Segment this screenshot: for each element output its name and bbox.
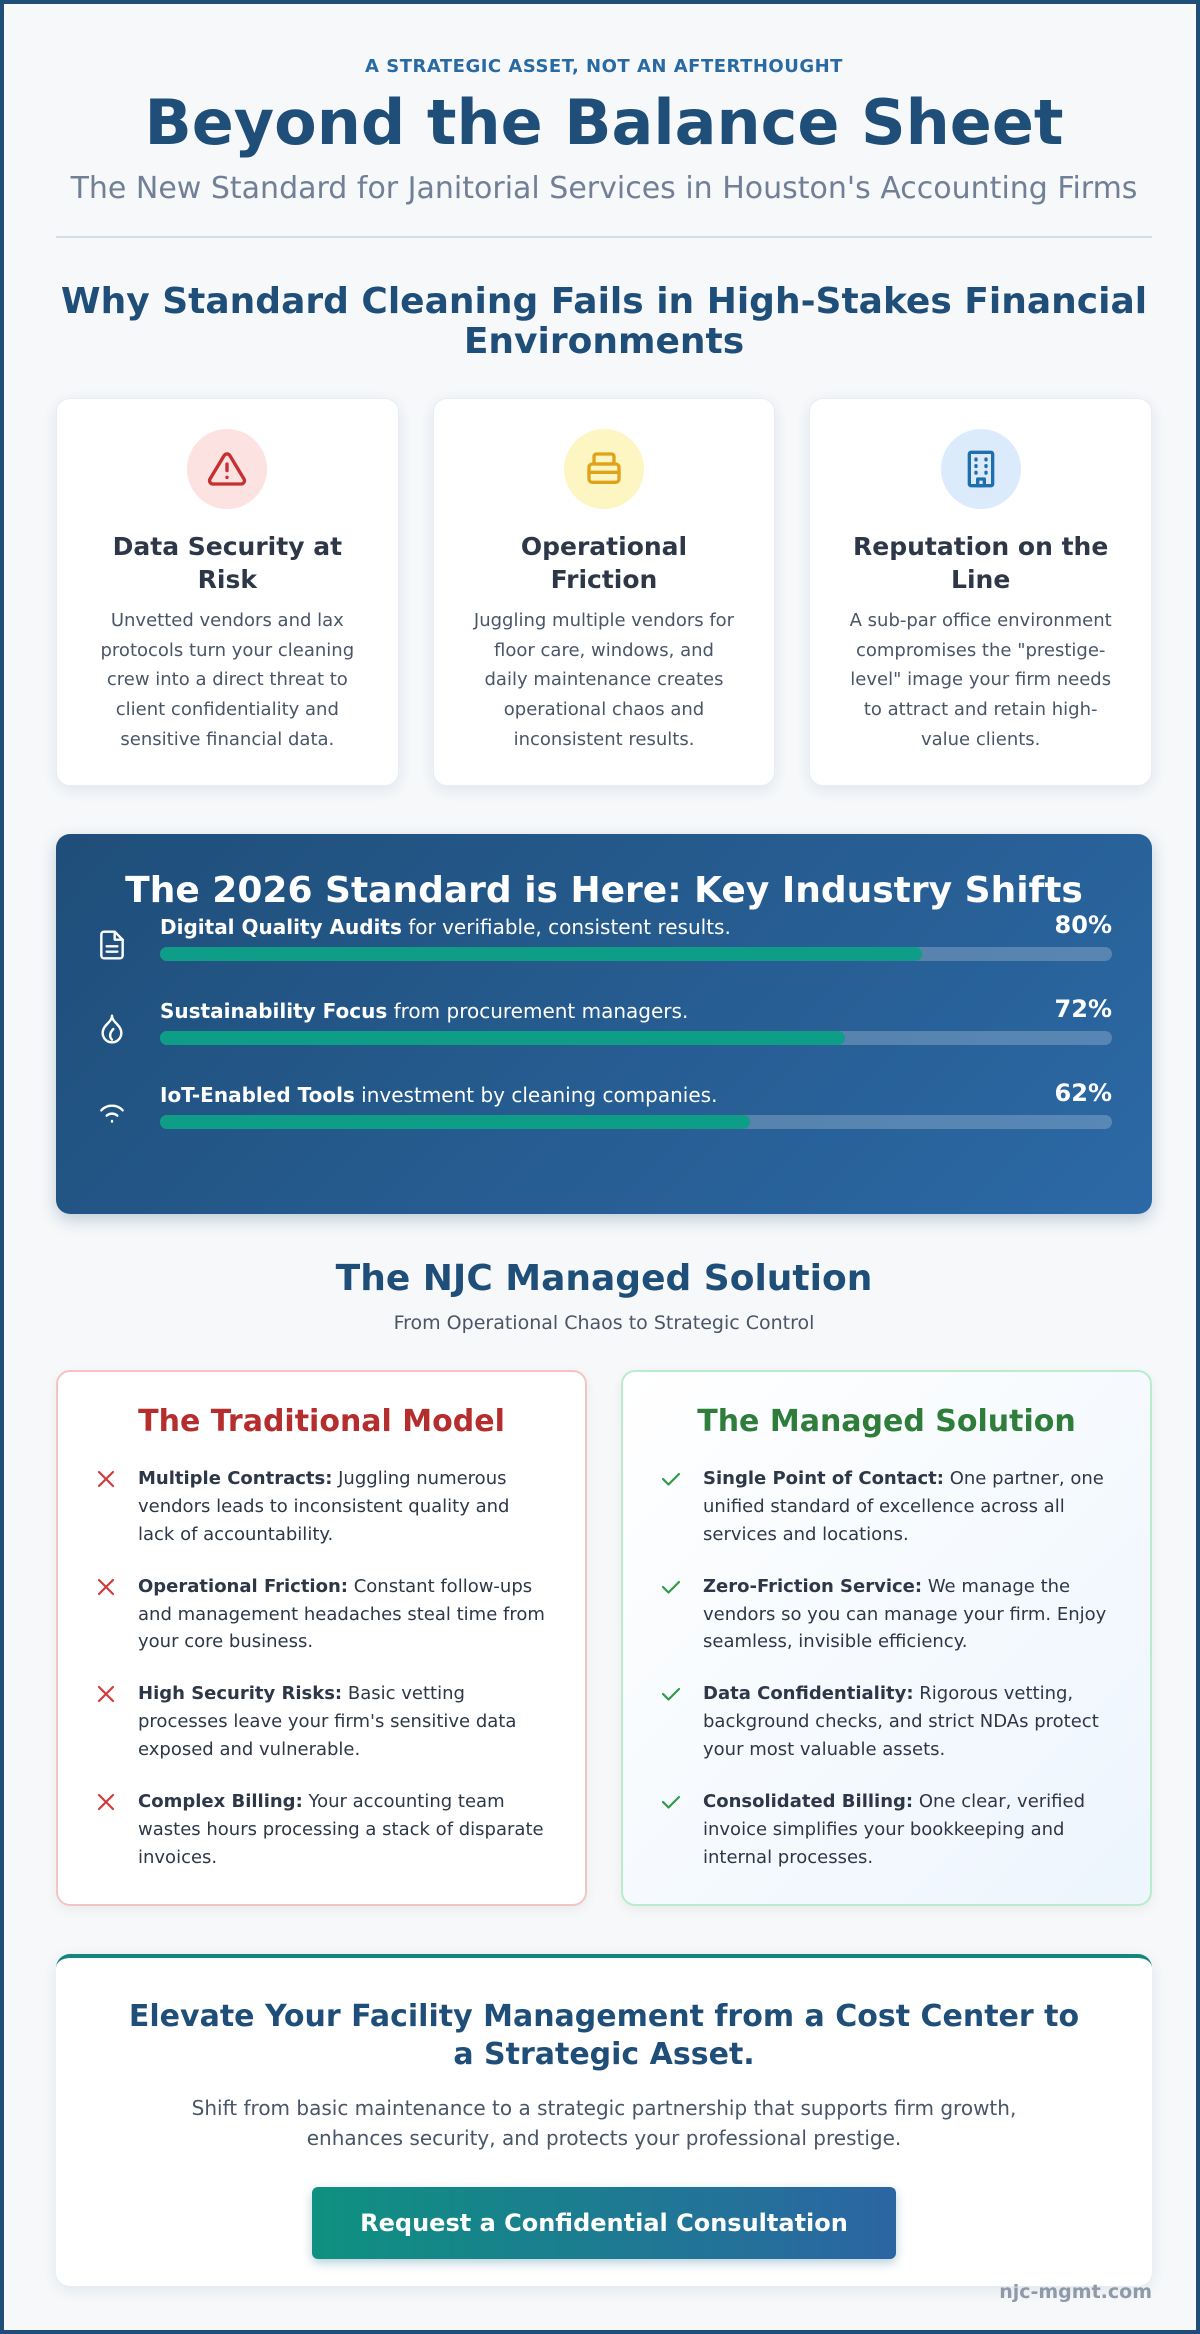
card-title: Operational Friction xyxy=(520,532,688,594)
progress-track xyxy=(160,1115,1112,1129)
list-item xyxy=(657,1573,1116,1657)
check-mark-icon xyxy=(659,1575,683,1599)
shift-row xyxy=(96,1079,1112,1163)
shift-percent: 72% xyxy=(1054,995,1112,1023)
progress-track xyxy=(160,1031,1112,1045)
shift-label xyxy=(160,999,688,1023)
x-mark-icon xyxy=(94,1467,118,1491)
warning-triangle-icon xyxy=(207,449,247,489)
card-text: A sub-par office environment compromises the "prestige-level" image your firm needs to attract and retain high-value clients. xyxy=(849,610,1112,750)
card-icon-wrap xyxy=(941,429,1021,509)
shift-label xyxy=(160,915,731,939)
column-title: The Managed Solution xyxy=(697,1404,1076,1439)
header-divider xyxy=(56,236,1152,238)
progress-track xyxy=(160,947,1112,961)
item-heading: Multiple Contracts: xyxy=(138,1468,333,1489)
card-data-security xyxy=(56,398,399,786)
x-mark-icon xyxy=(94,1790,118,1814)
shift-row xyxy=(96,911,1112,995)
item-heading: Zero-Friction Service: xyxy=(703,1575,923,1597)
stacked-boxes-icon xyxy=(584,449,624,489)
cta-title: Elevate Your Facility Management from a Cost Center to a Strategic Asset. xyxy=(128,1999,1080,2072)
card-title: Data Security at Risk xyxy=(112,532,343,594)
shift-row xyxy=(96,995,1112,1079)
progress-fill xyxy=(160,1031,845,1045)
page-title: Beyond the Balance Sheet xyxy=(144,86,1064,159)
shift-label-bold: Sustainability Focus xyxy=(160,999,388,1023)
list-item xyxy=(657,1788,1116,1872)
shift-label xyxy=(160,1083,717,1107)
item-heading: Consolidated Billing: xyxy=(703,1791,914,1813)
call-to-action-panel xyxy=(56,1954,1152,2286)
check-mark-icon xyxy=(659,1790,683,1814)
check-mark-icon xyxy=(659,1467,683,1491)
shift-label-bold: IoT-Enabled Tools xyxy=(160,1083,355,1107)
item-text: Basic vetting processes leave your firm's sensitive data exposed and vulnerable. xyxy=(138,1683,517,1761)
shift-label-rest: investment by cleaning companies. xyxy=(354,1083,718,1107)
page-subtitle: The New Standard for Janitorial Services in Houston's Accounting Firms xyxy=(70,171,1138,207)
solution-subtitle: From Operational Chaos to Strategic Control xyxy=(393,1312,815,1334)
card-icon-wrap xyxy=(187,429,267,509)
shift-label-rest: for verifiable, consistent results. xyxy=(401,915,731,939)
card-reputation xyxy=(809,398,1152,786)
item-text: Juggling numerous vendors leads to inconsistent quality and lack of accountability. xyxy=(138,1468,510,1545)
cta-text: Shift from basic maintenance to a strategic partnership that supports firm growth, enhances security, and protects your professional prestige. xyxy=(191,2096,1017,2150)
item-heading: High Security Risks: xyxy=(138,1683,343,1705)
progress-fill xyxy=(160,1115,750,1129)
footer-website-link[interactable]: njc-mgmt.com xyxy=(999,2281,1152,2303)
shifts-title: The 2026 Standard is Here: Key Industry Shifts xyxy=(125,870,1083,911)
card-text: Unvetted vendors and lax protocols turn your cleaning crew into a direct threat to client confidentiality and sensitive financial data. xyxy=(100,610,355,750)
item-text: One partner, one unified standard of excellence across all services and locations. xyxy=(703,1468,1104,1545)
item-heading: Data Confidentiality: xyxy=(703,1683,914,1705)
item-text: We manage the vendors so you can manage your firm. Enjoy seamless, invisible efficiency. xyxy=(703,1575,1107,1653)
office-building-icon xyxy=(961,449,1001,489)
request-consultation-button[interactable]: Request a Confidential Consultation xyxy=(312,2187,896,2259)
managed-solution-column xyxy=(621,1370,1152,1906)
check-mark-icon xyxy=(659,1682,683,1706)
list-item xyxy=(657,1680,1116,1764)
card-title: Reputation on the Line xyxy=(853,532,1109,594)
shift-label-bold: Digital Quality Audits xyxy=(160,915,402,939)
shift-percent: 80% xyxy=(1054,911,1112,939)
card-text: Juggling multiple vendors for floor care, windows, and daily maintenance creates operational chaos and inconsistent results. xyxy=(473,610,735,750)
list-item xyxy=(92,1573,551,1657)
industry-shifts-panel xyxy=(56,834,1152,1214)
problem-cards xyxy=(56,398,1152,786)
wireless-signal-icon xyxy=(96,1097,128,1129)
column-title: The Traditional Model xyxy=(138,1404,505,1439)
comparison-columns xyxy=(56,1370,1152,1906)
x-mark-icon xyxy=(94,1575,118,1599)
item-heading: Operational Friction: xyxy=(138,1575,348,1597)
item-text: Rigorous vetting, background checks, and strict NDAs protect your most valuable assets. xyxy=(703,1683,1099,1761)
list-item xyxy=(657,1465,1116,1549)
x-mark-icon xyxy=(94,1682,118,1706)
shift-label-rest: from procurement managers. xyxy=(387,999,689,1023)
item-text: Your accounting team wastes hours processing a stack of disparate invoices. xyxy=(138,1791,544,1868)
card-operational-friction xyxy=(433,398,776,786)
leaf-drop-icon xyxy=(96,1013,128,1045)
list-item xyxy=(92,1680,551,1764)
item-text: Constant follow-ups and management headaches steal time from your core business. xyxy=(138,1575,545,1653)
card-icon-wrap xyxy=(564,429,644,509)
item-heading: Complex Billing: xyxy=(138,1791,303,1813)
list-item xyxy=(92,1465,551,1549)
why-section-title: Why Standard Cleaning Fails in High-Stakes Financial Environments xyxy=(60,281,1148,363)
item-text: One clear, verified invoice simplifies your bookkeeping and internal processes. xyxy=(703,1791,1086,1868)
traditional-model-column xyxy=(56,1370,587,1906)
eyebrow-label: A STRATEGIC ASSET, NOT AN AFTERTHOUGHT xyxy=(365,56,843,77)
document-icon xyxy=(96,929,128,961)
hero-header xyxy=(56,56,1152,206)
item-heading: Single Point of Contact: xyxy=(703,1468,944,1489)
shift-percent: 62% xyxy=(1054,1079,1112,1107)
list-item xyxy=(92,1788,551,1872)
solution-title: The NJC Managed Solution xyxy=(335,1258,873,1299)
progress-fill xyxy=(160,947,922,961)
